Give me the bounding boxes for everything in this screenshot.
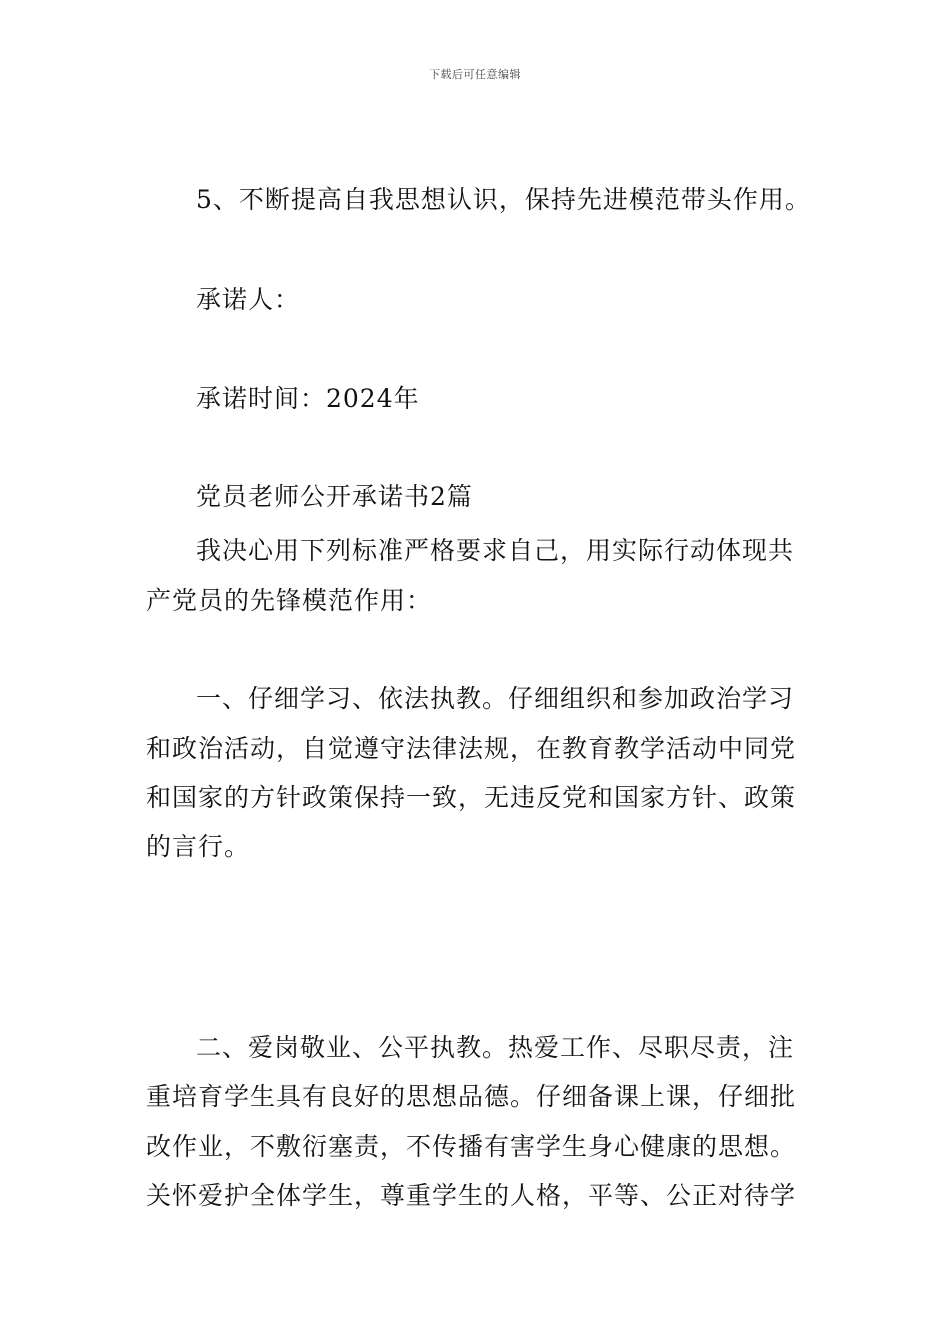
page-header: 下载后可任意编辑: [429, 68, 521, 81]
section1-line-1: 一、仔细学习、依法执教。仔细组织和参加政治学习: [196, 684, 795, 713]
date-label: 承诺时间：2024年: [196, 384, 420, 413]
intro-line-2: 产党员的先锋模范作用：: [146, 586, 433, 615]
item-5: 5、不断提高自我思想认识，保持先进模范带头作用。: [196, 185, 811, 214]
document-title: 党员老师公开承诺书2篇: [196, 482, 473, 511]
section1-line-3: 和国家的方针政策保持一致，无违反党和国家方针、政策: [146, 783, 797, 812]
section1-line-4: 的言行。: [146, 832, 251, 861]
section1-line-2: 和政治活动，自觉遵守法律法规，在教育教学活动中同党: [146, 734, 797, 763]
signer-label: 承诺人：: [196, 285, 301, 314]
section2-line-1: 二、爱岗敬业、公平执教。热爱工作、尽职尽责，注: [196, 1033, 795, 1062]
intro-line-1: 我决心用下列标准严格要求自己，用实际行动体现共: [196, 536, 795, 565]
section2-line-4: 关怀爱护全体学生，尊重学生的人格，平等、公正对待学: [146, 1181, 797, 1210]
section2-line-2: 重培育学生具有良好的思想品德。仔细备课上课，仔细批: [146, 1082, 797, 1111]
section2-line-3: 改作业，不敷衍塞责，不传播有害学生身心健康的思想。: [146, 1132, 797, 1161]
